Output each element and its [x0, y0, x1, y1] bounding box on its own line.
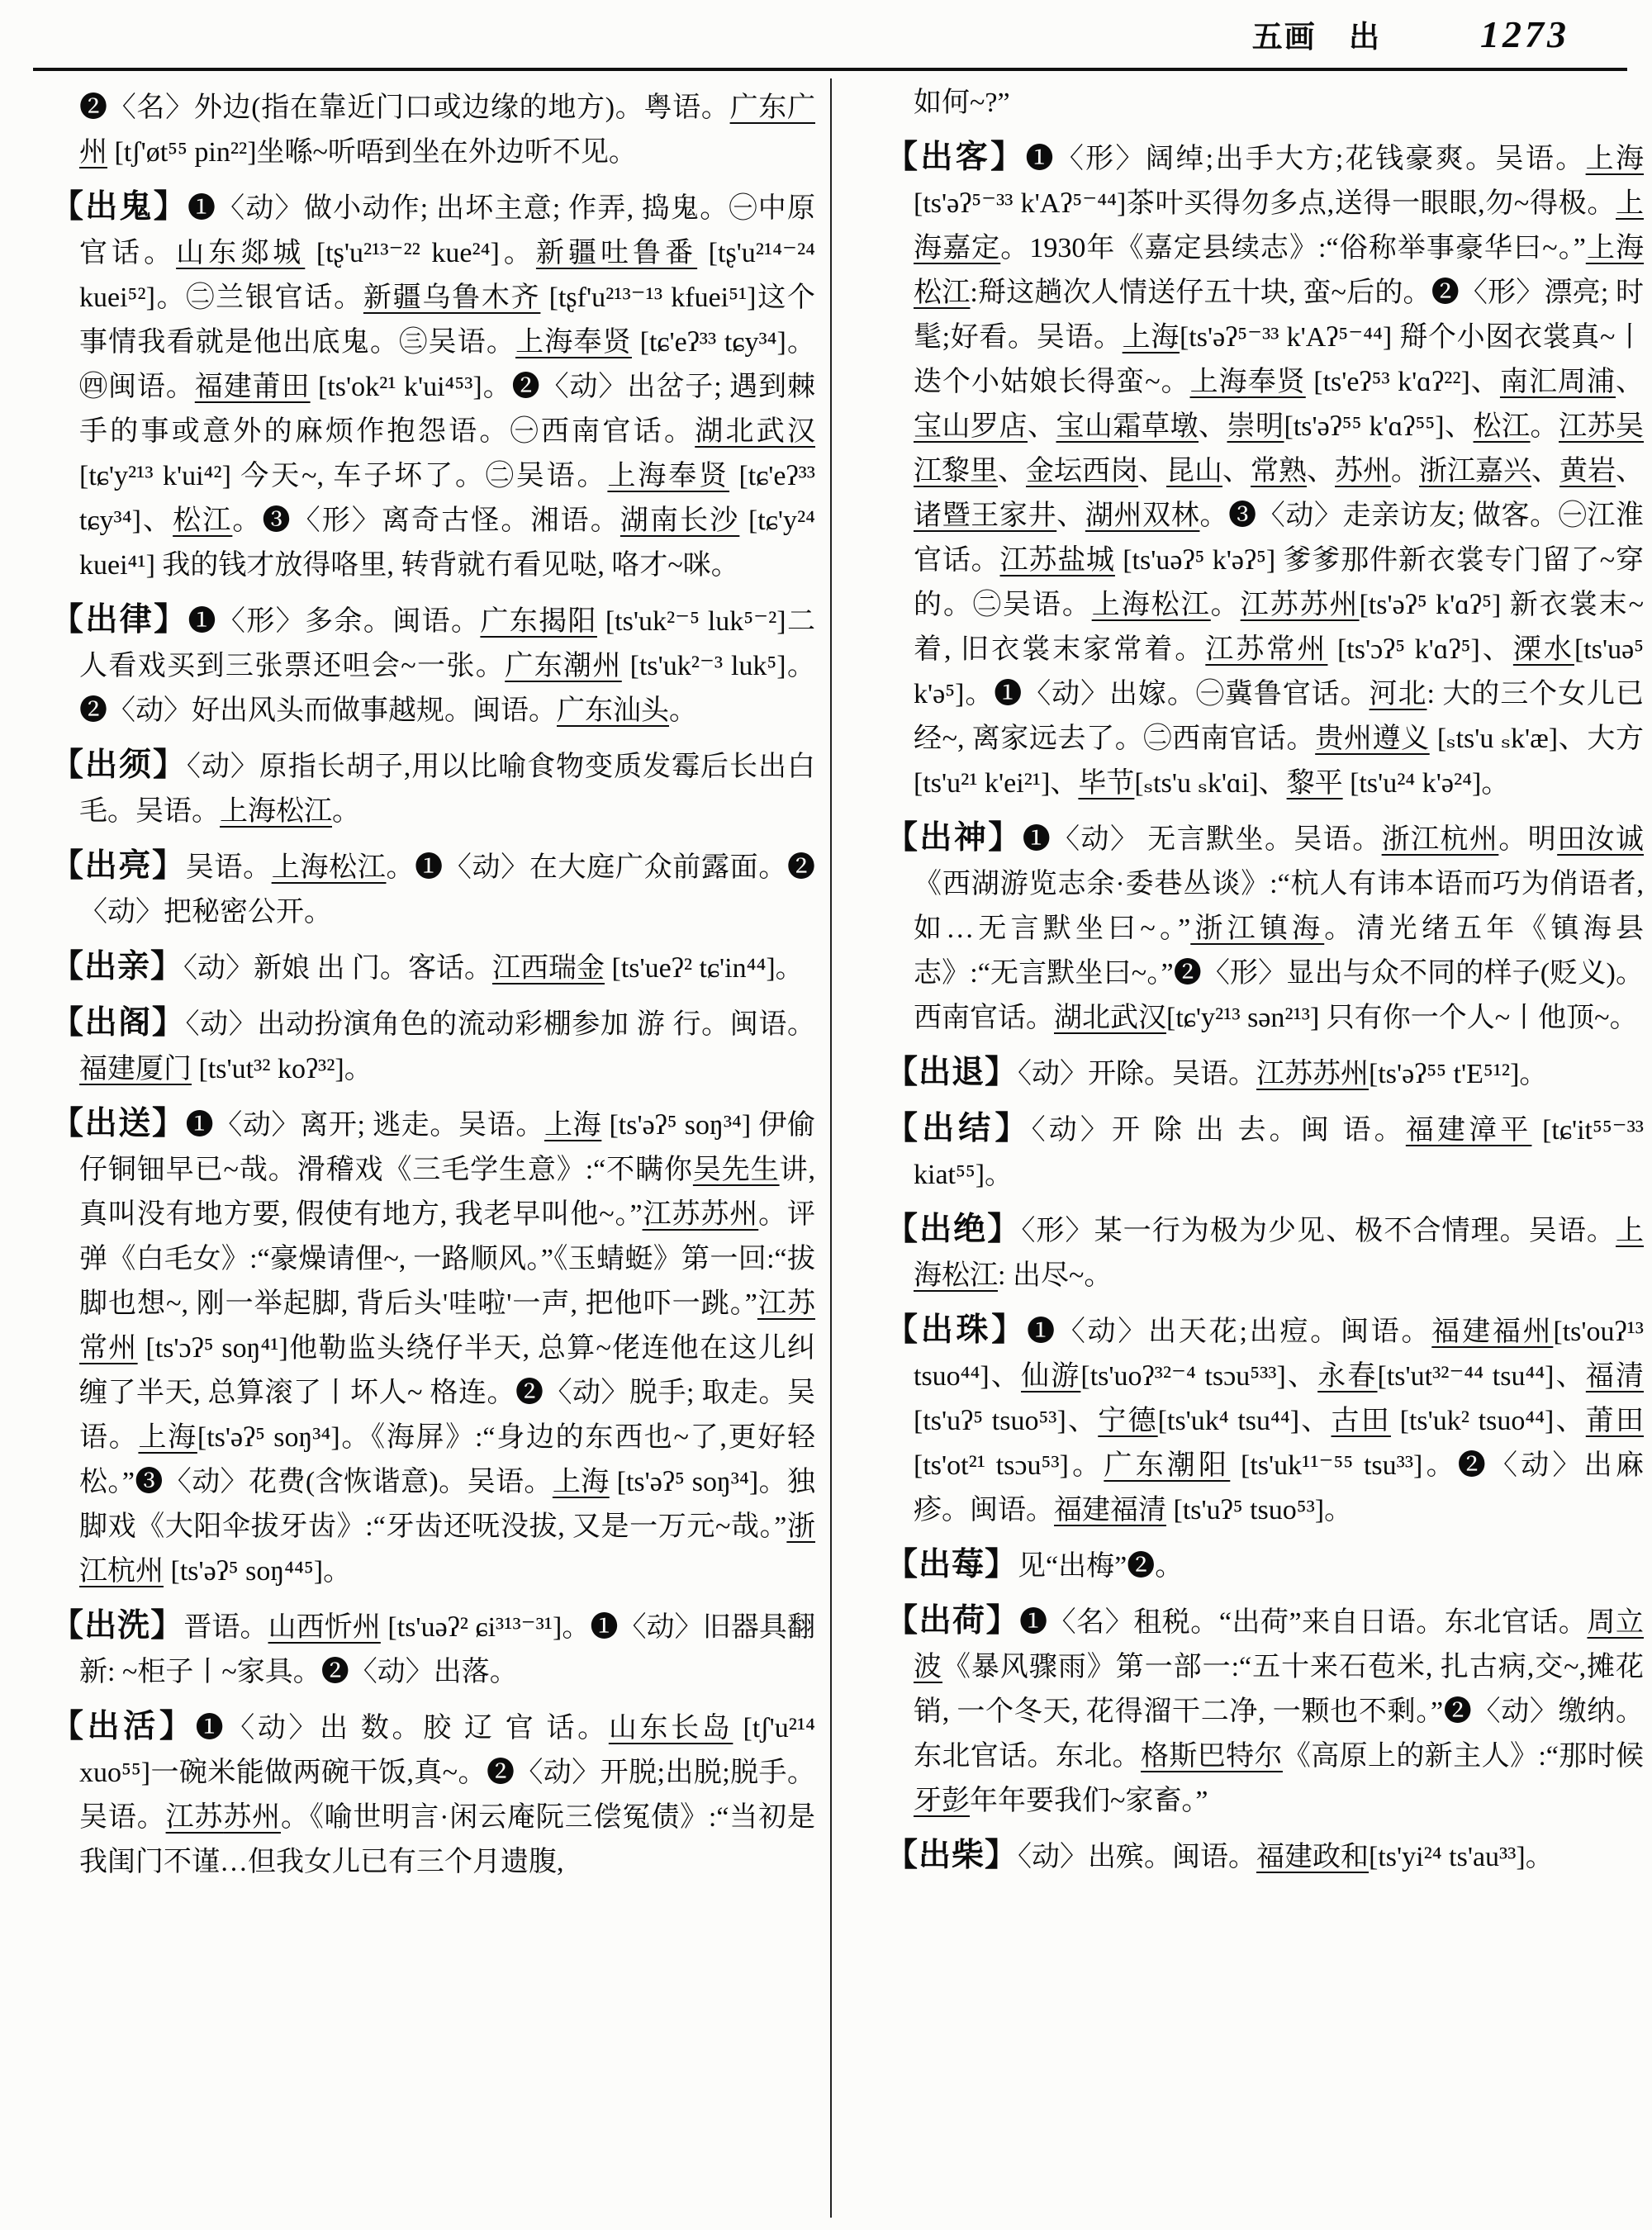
entry-text: ❷〈名〉外边(指在靠近门口或边缘的地方)。粤语。广东广州 [tʃ'øt⁵⁵ pin²²]坐喺~听唔到坐在外边听不见。 — [79, 93, 815, 168]
section-label: 五画 出 — [1251, 21, 1381, 55]
entry-headword: 【出鬼】 — [51, 189, 188, 225]
page-header — [0, 12, 1619, 56]
left-column — [51, 86, 815, 1895]
entry-headword: 【出神】 — [885, 820, 1023, 856]
entry-text: 〈动〉出动扮演角色的流动彩棚参加 游 行。闽语。福建厦门 [ts'ut³² koʔ³²]。 — [79, 1009, 815, 1084]
entry-text: 吴语。上海松江。❶〈动〉在大庭广众前露面。❷〈动〉把秘密公开。 — [79, 852, 815, 928]
dictionary-entry — [885, 1208, 1644, 1298]
dictionary-entry — [51, 185, 815, 588]
entry-headword: 【出莓】 — [885, 1547, 1018, 1582]
entry-text: 〈动〉出殡。闽语。福建政和[ts'yi²⁴ ts'au³³]。 — [1018, 1842, 1554, 1872]
dictionary-entry — [885, 1107, 1644, 1198]
entry-headword: 【出客】 — [885, 140, 1026, 175]
entry-headword: 【出绝】 — [885, 1212, 1022, 1247]
entry-headword: 【出送】 — [51, 1106, 186, 1141]
entry-text: ❶〈动〉出 数。胶 辽 官 话。山东长岛 [tʃ'u²¹⁴ xuo⁵⁵]一碗米能做两碗干饭,真~。❷〈动〉开脱;出脱;脱手。吴语。江苏苏州。《喻世明言·闲云庵阮三偿冤债》:“当初是我闺门不谨…但我女儿已有三个月遗腹, — [79, 1713, 816, 1877]
entry-text: ❶〈形〉阔绰;出手大方;花钱豪爽。吴语。上海 [ts'əʔ⁵⁻³³ k'Aʔ⁵⁻⁴⁴]茶叶买得勿多点,送得一眼眼,勿~得极。上海嘉定。1930年《嘉定县续志》:“俗称举事豪华曰~。”上海松江:搿这趟次人情送仔五十块, 蛮~后的。❷〈形〉漂亮; 时髦;好看。吴语。上海[ts'əʔ⁵⁻³³ k'Aʔ⁵⁻⁴⁴] 搿个小囡衣裳真~丨迭个小姑娘长得蛮~。上海奉贤 [ts'eʔ⁵³ k'ɑʔ²²]、南汇周浦、宝山罗店、宝山霜草墩、崇明[ts'əʔ⁵⁵ k'ɑʔ⁵⁵]、松江。江苏吴江黎里、金坛西岗、昆山、常熟、苏州。浙江嘉兴、黄岩、诸暨王家井、湖州双林。❸〈动〉走亲访友; 做客。㊀江淮官话。江苏盐城 [ts'uəʔ⁵ k'əʔ⁵] 爹爹那件新衣裳专门留了~穿的。㊁吴语。上海松江。江苏苏州[ts'əʔ⁵ k'ɑʔ⁵] 新衣裳末~着, 旧衣裳末家常着。江苏常州 [ts'ɔʔ⁵ k'ɑʔ⁵]、溧水[ts'uə⁵ k'ə⁵]。❶〈动〉出嫁。㊀冀鲁官话。河北: 大的三个女儿已经~, 离家远去了。㊁西南官话。贵州遵义 [ₛts'u ₛk'æ]、大方[ts'u²¹ k'ei²¹]、毕节[ₛts'u ₛk'ɑi]、黎平 [ts'u²⁴ k'ə²⁴]。 — [914, 144, 1645, 799]
entry-headword: 【出阁】 — [51, 1005, 186, 1041]
entry-text: ❶〈动〉离开; 逃走。吴语。上海 [ts'əʔ⁵ soŋ³⁴] 伊偷仔铜钿早已~哉。滑稽戏《三毛学生意》:“不瞒你吴先生讲, 真叫没有地方要, 假使有地方, 我老早叫他~。”江苏苏州。评弹《白毛女》:“豪燥请俚~, 一路顺风。”《玉蜻蜓》第一回:“拔脚也想~, 刚一举起脚, 背后头'哇啦'一声, 把他吓一跳。”江苏常州 [ts'ɔʔ⁵ soŋ⁴¹]他勒监头绕仔半天, 总算~佬连他在这儿纠缠了半天, 总算滚了丨坏人~ 格连。❷〈动〉脱手; 取走。吴语。上海[ts'əʔ⁵ soŋ³⁴]。《海屏》:“身边的东西也~了,更好轻松。”❸〈动〉花费(含恢谐意)。吴语。上海 [ts'əʔ⁵ soŋ³⁴]。独脚戏《大阳伞拔牙齿》:“牙齿还呒没拔, 又是一万元~哉。”浙江杭州 [ts'əʔ⁵ soŋ⁴⁴⁵]。 — [79, 1110, 816, 1587]
entry-text: ❶〈动〉做小动作; 出坏主意; 作弄, 捣鬼。㊀中原官话。山东郯城 [tʂ'u²¹³⁻²² kue²⁴]。新疆吐鲁番 [tʂ'u²¹⁴⁻²⁴ kuei⁵²]。㊁兰银官话。新疆乌鲁木齐 [tʂf'u²¹³⁻¹³ kfuei⁵¹]这个事情我看就是他出底鬼。㊂吴语。上海奉贤 [tɕ'eʔ³³ tɕy³⁴]。㊃闽语。福建莆田 [ts'ok²¹ k'ui⁴⁵³]。❷〈动〉出岔子; 遇到棘手的事或意外的麻烦作抱怨语。㊀西南官话。湖北武汉 [tɕ'y²¹³ k'ui⁴²] 今天~, 车子坏了。㊁吴语。上海奉贤 [tɕ'eʔ³³ tɕy³⁴]、松江。❸〈形〉离奇古怪。湘语。湖南长沙 [tɕ'y²⁴ kuei⁴¹] 我的钱才放得咯里, 转背就冇看见哒, 咯才~咪。 — [79, 193, 816, 581]
entry-text: 晋语。山西忻州 [ts'uəʔ² ɕi³¹³⁻³¹]。❶〈动〉旧器具翻新: ~柜子丨~家具。❷〈动〉出落。 — [79, 1612, 815, 1687]
entry-text: ❶〈形〉多余。闽语。广东揭阳 [ts'uk²⁻⁵ luk⁵⁻²]二人看戏买到三张票还呾会~一张。广东潮州 [ts'uk²⁻³ luk⁵]。❷〈动〉好出风头而做事越规。闽语。广东汕头。 — [79, 606, 815, 726]
dictionary-entry — [51, 945, 815, 991]
dictionary-entry — [885, 1308, 1644, 1533]
dictionary-entry — [885, 135, 1644, 806]
entry-headword: 【出律】 — [51, 602, 188, 638]
entry-headword: 【出柴】 — [885, 1838, 1018, 1873]
entry-headword: 【出活】 — [51, 1709, 196, 1744]
entry-headword: 【出结】 — [885, 1111, 1032, 1146]
entry-text: 〈形〉某一行为极为少见、极不合情理。吴语。上海松江: 出尽~。 — [914, 1216, 1644, 1291]
column-divider — [830, 78, 832, 2218]
dictionary-entry — [885, 1599, 1644, 1824]
entry-headword: 【出洗】 — [51, 1608, 184, 1644]
entry-text: 如何~?” — [914, 88, 1010, 118]
dictionary-entry — [51, 86, 815, 175]
entry-headword: 【出珠】 — [885, 1312, 1028, 1348]
dictionary-entry — [885, 1051, 1644, 1097]
entry-text: 〈动〉新娘 出 门。客话。江西瑞金 [ts'ueʔ² tɕ'in⁴⁴]。 — [183, 953, 804, 984]
entry-headword: 【出荷】 — [885, 1603, 1020, 1639]
entry-headword: 【出亲】 — [51, 949, 184, 985]
dictionary-entry — [885, 816, 1644, 1041]
right-column — [885, 81, 1644, 1890]
entry-text: ❶〈动〉 无言默坐。吴语。浙江杭州。明田汝诚《西湖游览志余·委巷丛谈》:“杭人有讳本语而巧为俏语者, 如…无言默坐曰~。”浙江镇海。清光绪五年《镇海县志》:“无言默坐曰~。”❷〈形〉显出与众不同的样子(贬义)。西南官话。湖北武汉[tɕ'y²¹³ sən²¹³] 只有你一个人~丨他顶~。 — [914, 824, 1645, 1033]
dictionary-entry — [51, 1102, 815, 1594]
dictionary-entry — [51, 743, 815, 834]
dictionary-entry — [51, 1604, 815, 1695]
entry-text: ❶〈动〉出天花;出痘。闽语。福建福州[ts'ouʔ¹³ tsuo⁴⁴]、仙游[ts'uoʔ³²⁻⁴ tsɔu⁵³³]、永春[ts'ut³²⁻⁴⁴ tsu⁴⁴]、福清 [ts'uʔ⁵ tsuo⁵³]、宁德[ts'uk⁴ tsu⁴⁴]、古田 [ts'uk² tsuo⁴⁴]、莆田 [ts'ot²¹ tsɔu⁵³]。广东潮阳 [ts'uk¹¹⁻⁵⁵ tsu³³]。❷〈动〉出麻疹。闽语。福建福清 [ts'uʔ⁵ tsuo⁵³]。 — [914, 1317, 1645, 1525]
dictionary-entry — [51, 1001, 815, 1092]
dictionary-entry — [51, 1705, 815, 1885]
header-rule — [33, 68, 1627, 71]
entry-text: 〈动〉开 除 出 去。闽 语。福建漳平 [tɕ'it⁵⁵⁻³³ kiat⁵⁵]。 — [914, 1115, 1645, 1190]
entry-text: 见“出梅”❷。 — [1018, 1551, 1184, 1582]
dictionary-entry — [51, 598, 815, 733]
entry-headword: 【出须】 — [51, 747, 187, 783]
dictionary-entry — [885, 1834, 1644, 1880]
page-number: 1273 — [1480, 13, 1569, 55]
entry-headword: 【出退】 — [885, 1055, 1018, 1090]
entry-headword: 【出亮】 — [51, 848, 186, 884]
entry-text: ❶〈名〉租税。“出荷”来自日语。东北官话。周立波《暴风骤雨》第一部一:“五十来石苞米, 扎古病,交~,摊花销, 一个冬天, 花得溜干二净, 一颗也不剩。”❷〈动〉缴纳。东北官话。东北。格斯巴特尔《高原上的新主人》:“那时候牙彭年年要我们~家畜。” — [914, 1607, 1644, 1816]
dictionary-entry — [51, 844, 815, 935]
entry-text: 〈动〉原指长胡子,用以比喻食物变质发霉后长出白毛。吴语。上海松江。 — [79, 752, 815, 827]
dictionary-entry — [885, 81, 1644, 126]
dictionary-entry — [885, 1543, 1644, 1589]
entry-text: 〈动〉开除。吴语。江苏苏州[ts'əʔ⁵⁵ t'E⁵¹²]。 — [1018, 1059, 1548, 1089]
